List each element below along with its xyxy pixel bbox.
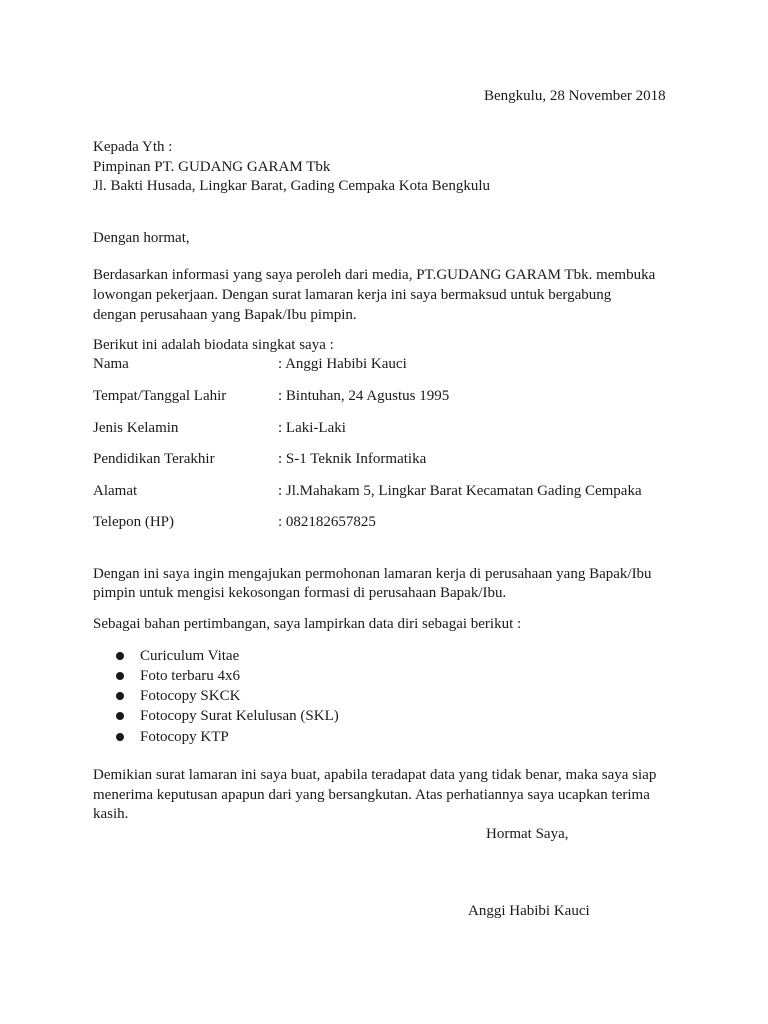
bullet-icon xyxy=(116,692,124,700)
biodata-label: Nama xyxy=(93,356,129,372)
recipient-line: Kepada Yth : xyxy=(93,139,173,155)
sign-off: Hormat Saya, xyxy=(486,826,569,842)
biodata-value: : S-1 Teknik Informatika xyxy=(278,451,427,467)
biodata-value: : 082182657825 xyxy=(278,514,376,530)
bullet-icon xyxy=(116,652,124,660)
biodata-label: Telepon (HP) xyxy=(93,514,175,530)
biodata-value: : Bintuhan, 24 Agustus 1995 xyxy=(278,388,450,404)
paragraph-line: dengan perusahaan yang Bapak/Ibu pimpin. xyxy=(93,307,357,323)
biodata-value: : Laki-Laki xyxy=(278,420,346,436)
list-item: Fotocopy Surat Kelulusan (SKL) xyxy=(140,708,339,724)
recipient-line: Jl. Bakti Husada, Lingkar Barat, Gading Cempaka Kota Bengkulu xyxy=(93,178,490,194)
paragraph-line: Berdasarkan informasi yang saya peroleh dari media, PT.GUDANG GARAM Tbk. membuka xyxy=(93,267,656,283)
biodata-intro: Berikut ini adalah biodata singkat saya : xyxy=(93,337,334,353)
biodata-value: : Jl.Mahakam 5, Lingkar Barat Kecamatan Gading Cempaka xyxy=(278,483,642,499)
list-item: Fotocopy KTP xyxy=(140,729,229,745)
bullet-icon xyxy=(116,733,124,741)
paragraph-line: Dengan ini saya ingin mengajukan permohonan lamaran kerja di perusahaan yang Bapak/Ibu xyxy=(93,566,652,582)
biodata-label: Tempat/Tanggal Lahir xyxy=(93,388,227,404)
paragraph-line: pimpin untuk mengisi kekosongan formasi di perusahaan Bapak/Ibu. xyxy=(93,585,507,601)
list-item: Fotocopy SKCK xyxy=(140,688,241,704)
biodata-label: Pendidikan Terakhir xyxy=(93,451,215,467)
biodata-label: Alamat xyxy=(93,483,138,499)
list-item: Foto terbaru 4x6 xyxy=(140,668,240,684)
biodata-label: Jenis Kelamin xyxy=(93,420,179,436)
list-item: Curiculum Vitae xyxy=(140,648,240,664)
paragraph-line: kasih. xyxy=(93,806,129,822)
bullet-icon xyxy=(116,712,124,720)
bullet-icon xyxy=(116,672,124,680)
place-date: Bengkulu, 28 November 2018 xyxy=(484,88,666,104)
attachments-intro: Sebagai bahan pertimbangan, saya lampirkan data diri sebagai berikut : xyxy=(93,616,522,632)
paragraph-line: menerima keputusan apapun dari yang bersangkutan. Atas perhatiannya saya ucapkan terima xyxy=(93,787,650,803)
paragraph-line: Demikian surat lamaran ini saya buat, apabila teradapat data yang tidak benar, maka saya siap xyxy=(93,767,657,783)
signature-name: Anggi Habibi Kauci xyxy=(468,903,590,919)
recipient-line: Pimpinan PT. GUDANG GARAM Tbk xyxy=(93,159,331,175)
paragraph-line: lowongan pekerjaan. Dengan surat lamaran kerja ini saya bermaksud untuk bergabung xyxy=(93,287,612,303)
greeting: Dengan hormat, xyxy=(93,230,190,246)
biodata-value: : Anggi Habibi Kauci xyxy=(278,356,407,372)
